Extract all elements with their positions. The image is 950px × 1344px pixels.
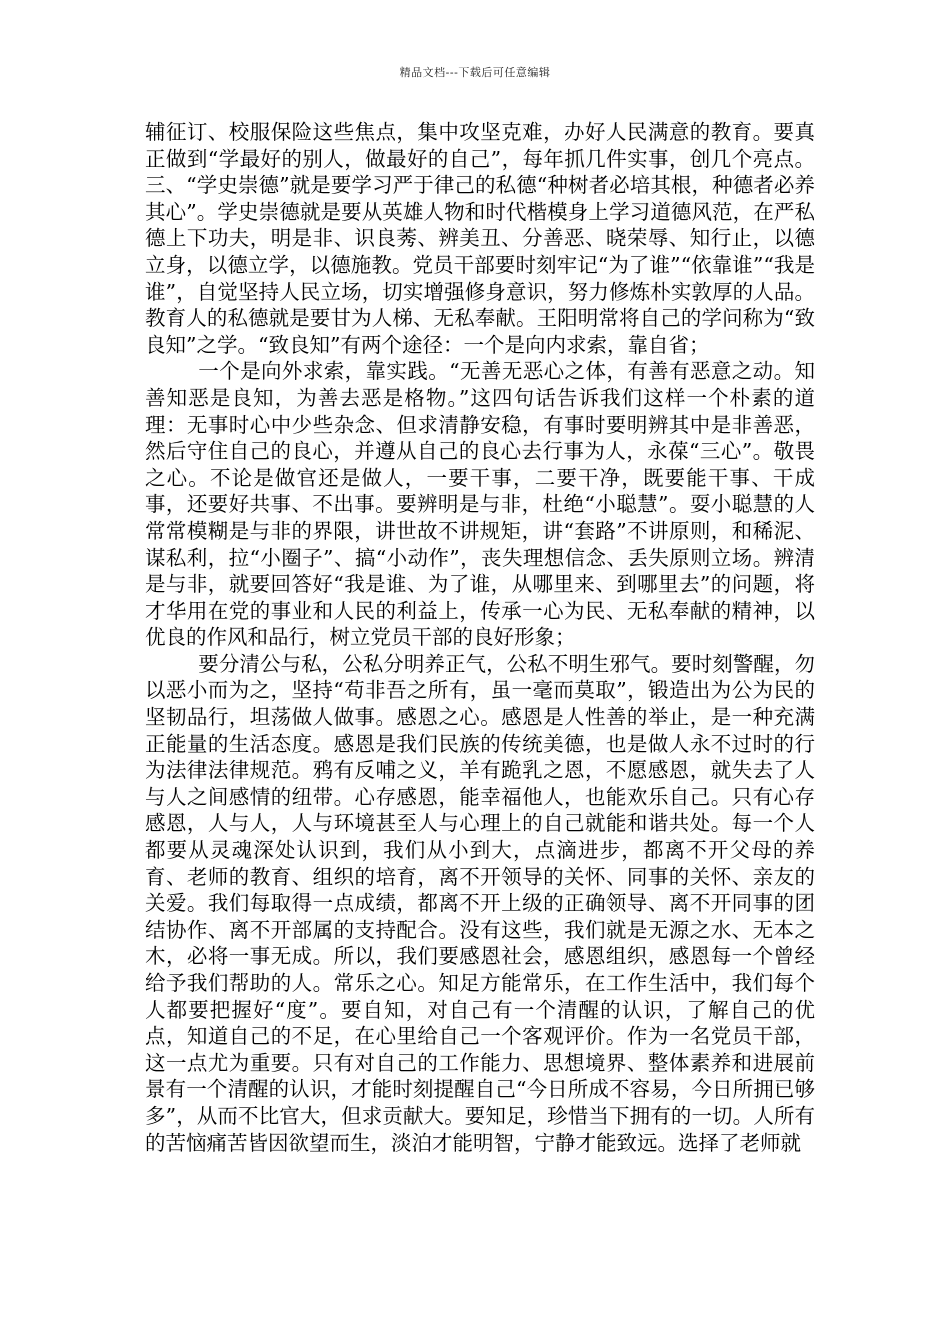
document-body [145, 119, 815, 1156]
paragraph-1: 辅征订、校服保险这些焦点，集中攻坚克难，办好人民满意的教育。要真正做到“学最好的别人，做最好的自己”，每年抓几件实事，创几个亮点。三、“学史崇德”就是要学习严于律己的私德“种树者必培其根，种德者必养其心”。学史崇德就是要从英雄人物和时代楷模身上学习道德风范，在严私德上下功夫，明是非、识良莠、辨美丑、分善恶、晓荣辱、知行止，以德立身，以德立学，以德施教。党员干部要时刻牢记“为了谁”“依靠谁”“我是谁”，自觉坚持人民立场，切实增强修身意识，努力修炼朴实敦厚的人品。教育人的私德就是要甘为人梯、无私奉献。王阳明常将自己的学问称为“致良知”之学。“致良知”有两个途径：一个是向内求索，靠自省； [145, 120, 815, 357]
paragraph-3: 要分清公与私，公私分明养正气，公私不明生邪气。要时刻警醒，勿以恶小而为之，坚持“苟非吾之所有，虽一毫而莫取”，锻造出为公为民的坚韧品行，坦荡做人做事。感恩之心。感恩是人性善的举止，是一种充满正能量的生活态度。感恩是我们民族的传统美德，也是做人永不过时的行为法律法律规范。鸦有反哺之义，羊有跪乳之恩，不愿感恩，就失去了人与人之间感情的纽带。心存感恩，能幸福他人，也能欢乐自己。只有心存感恩，人与人，人与环境甚至人与心理上的自己就能和谐共处。每一个人都要从灵魂深处认识到，我们从小到大，点滴进步，都离不开父母的养育、老师的教育、组织的培育，离不开领导的关怀、同事的关怀、亲友的关爱。我们每取得一点成绩，都离不开上级的正确领导、离不开同事的团结协作、离不开部属的支持配合。没有这些，我们就是无源之水、无本之木，必将一事无成。所以，我们要感恩社会，感恩组织，感恩每一个曾经给予我们帮助的人。常乐之心。知足方能常乐，在工作生活中，我们每个人都要把握好“度”。要自知，对自己有一个清醒的认识，了解自己的优点，知道自己的不足，在心里给自己一个客观评价。作为一名党员干部，这一点尤为重要。只有对自己的工作能力、思想境界、整体素养和进展前景有一个清醒的认识，才能时刻提醒自己“今日所成不容易，今日所拥已够多”，从而不比官大，但求贡献大。要知足，珍惜当下拥有的一切。人所有的苦恼痛苦皆因欲望而生，淡泊才能明智，宁静才能致远。选择了老师就 [145, 651, 815, 1155]
paragraph-2: 一个是向外求索，靠实践。“无善无恶心之体，有善有恶意之动。知善知恶是良知，为善去恶是格物。”这四句话告诉我们这样一个朴素的道理：无事时心中少些杂念、但求清静安稳，有事时要明辨其中是非善恶，然后守住自己的良心，并遵从自己的良心去行事为人，永葆“三心”。敬畏之心。不论是做官还是做人，一要干事，二要干净，既要能干事、干成事，还要好共事、不出事。要辨明是与非，杜绝“小聪慧”。耍小聪慧的人常常模糊是与非的界限，讲世故不讲规矩，讲“套路”不讲原则，和稀泥、谋私利，拉“小圈子”、搞“小动作”，丧失理想信念、丢失原则立场。辨清是与非，就要回答好“我是谁、为了谁，从哪里来、到哪里去”的问题，将才华用在党的事业和人民的利益上，传承一心为民、无私奉献的精神，以优良的作风和品行，树立党员干部的良好形象； [145, 359, 815, 650]
page-header: 精品文档---下载后可任意编辑 [399, 66, 551, 79]
